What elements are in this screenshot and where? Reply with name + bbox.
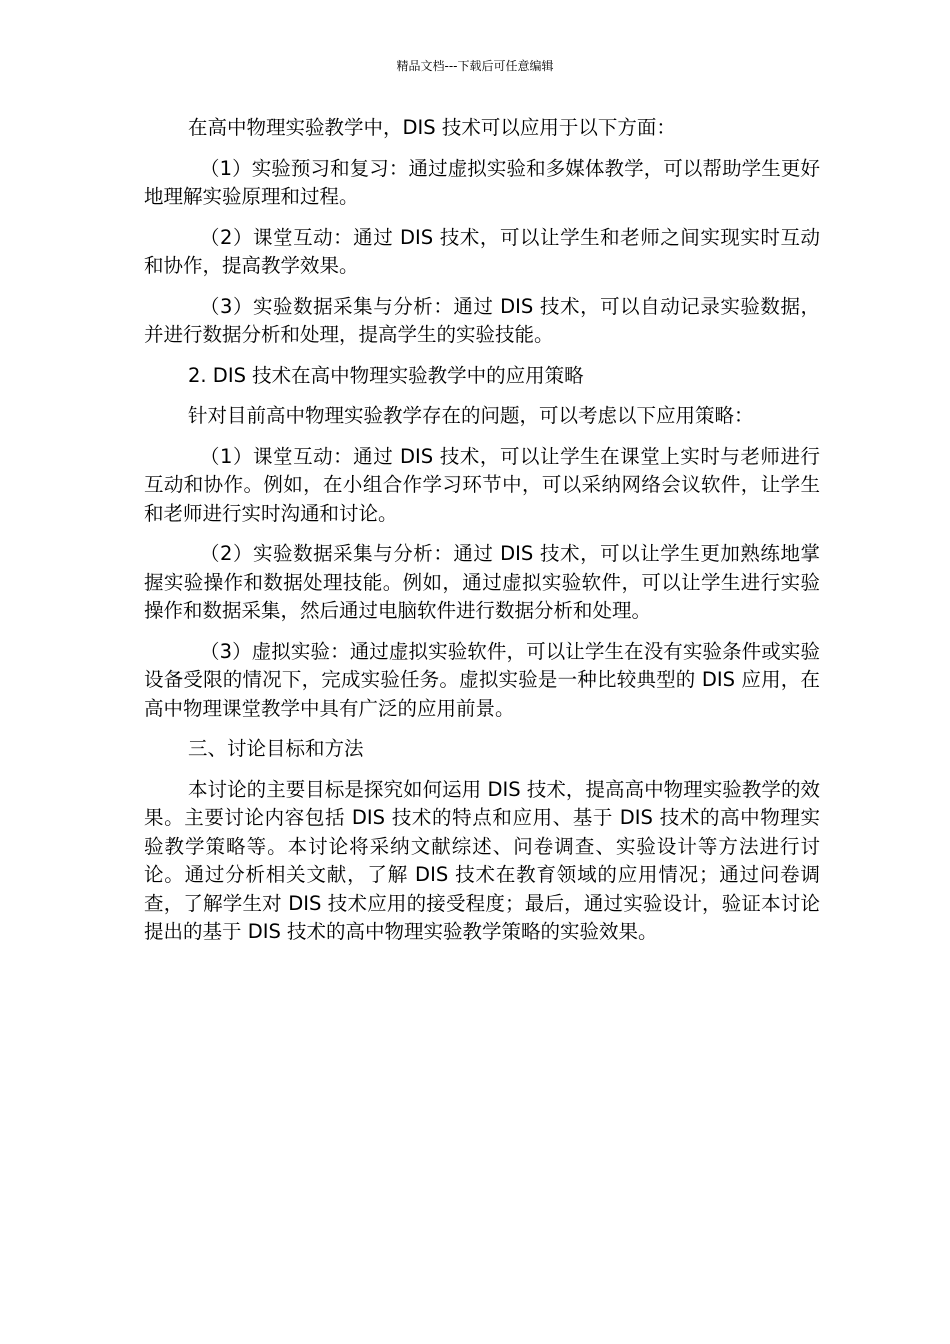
document-body (144, 114, 820, 947)
paragraph-item-1: （1）实验预习和复习：通过虚拟实验和多媒体教学，可以帮助学生更好地理解实验原理和过程。 (144, 156, 820, 208)
section-heading-strategy: 2. DIS 技术在高中物理实验教学中的应用策略 (188, 363, 584, 387)
paragraph-item-3: （3）实验数据采集与分析：通过 DIS 技术，可以自动记录实验数据，并进行数据分析和处理，提高学生的实验技能。 (144, 294, 820, 346)
paragraph-strategy-3: （3）虚拟实验：通过虚拟实验软件，可以让学生在没有实验条件或实验设备受限的情况下，完成实验任务。虚拟实验是一种比较典型的 DIS 应用，在高中物理课堂教学中具有广泛的应用前景。 (144, 639, 820, 720)
paragraph-strategy-2: （2）实验数据采集与分析：通过 DIS 技术，可以让学生更加熟练地掌握实验操作和数据处理技能。例如，通过虚拟实验软件，可以让学生进行实验操作和数据采集，然后通过电脑软件进行数据分析和处理。 (144, 542, 820, 622)
paragraph-strategy-1: （1）课堂互动：通过 DIS 技术，可以让学生在课堂上实时与老师进行互动和协作。例如，在小组合作学习环节中，可以采纳网络会议软件，让学生和老师进行实时沟通和讨论。 (144, 444, 820, 525)
paragraph-goals: 本讨论的主要目标是探究如何运用 DIS 技术，提高高中物理实验教学的效果。主要讨论内容包括 DIS 技术的特点和应用、基于 DIS 技术的高中物理实验教学策略等。本讨论将采纳文献综述、问卷调查、实验设计等方法进行讨论。通过分析相关文献，了解 DIS 技术在教育领域的应用情况；通过问卷调查，了解学生对 DIS 技术应用的接受程度；最后，通过实验设计，验证本讨论提出的基于 DIS 技术的高中物理实验教学策略的实验效果。 (144, 777, 820, 943)
paragraph-strategy-intro: 针对目前高中物理实验教学存在的问题，可以考虑以下应用策略： (188, 404, 754, 427)
page-header: 精品文档---下载后可任意编辑 (396, 59, 554, 73)
paragraph-intro: 在高中物理实验教学中，DIS 技术可以应用于以下方面： (188, 116, 676, 139)
section-heading-goals: 三、讨论目标和方法 (188, 737, 364, 760)
paragraph-item-2: （2）课堂互动：通过 DIS 技术，可以让学生和老师之间实现实时互动和协作，提高教学效果。 (144, 225, 820, 277)
